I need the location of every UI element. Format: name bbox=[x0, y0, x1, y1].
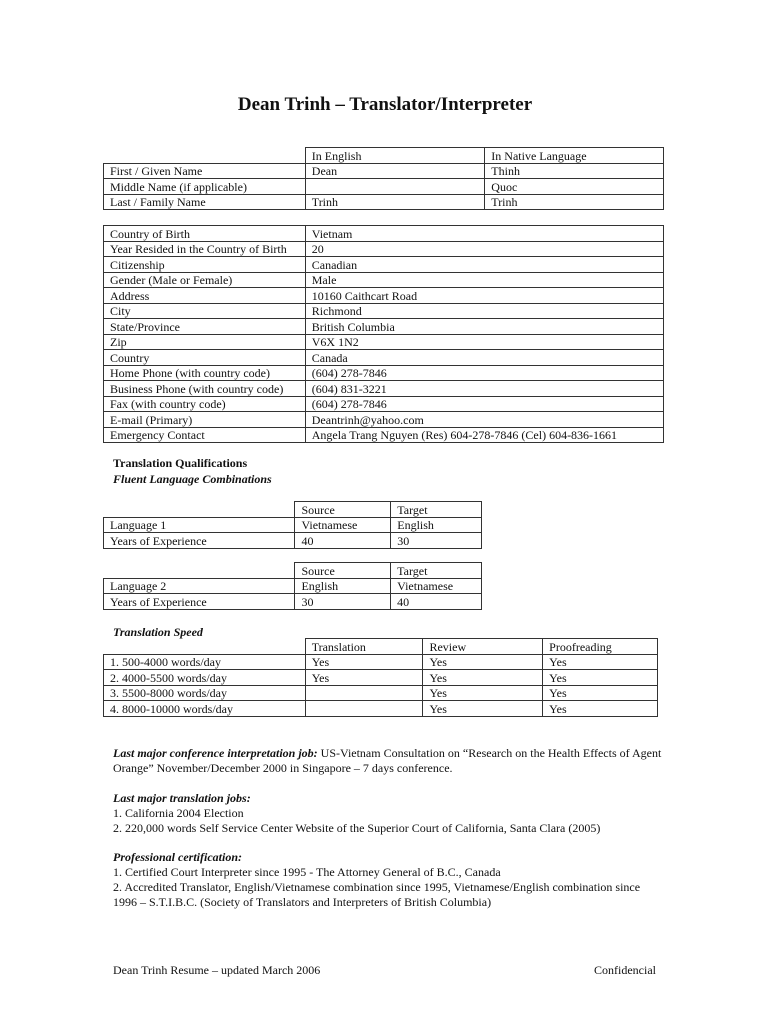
language-label: Language 2 bbox=[104, 578, 295, 594]
detail-label: Fax (with country code) bbox=[104, 396, 306, 412]
language-source: Vietnamese bbox=[295, 517, 391, 533]
name-label: First / Given Name bbox=[104, 163, 306, 179]
detail-value: V6X 1N2 bbox=[305, 334, 663, 350]
translation-jobs-section bbox=[113, 791, 663, 836]
speed-label: 1. 500-4000 words/day bbox=[104, 654, 306, 670]
name-english: Dean bbox=[305, 163, 485, 179]
detail-label: Zip bbox=[104, 334, 306, 350]
details-table bbox=[103, 225, 664, 443]
name-label: Last / Family Name bbox=[104, 194, 306, 210]
speed-translation bbox=[305, 685, 423, 701]
table-row bbox=[104, 303, 664, 319]
names-header-english: In English bbox=[305, 148, 485, 164]
speed-label: 4. 8000-10000 words/day bbox=[104, 701, 306, 717]
detail-label: Country bbox=[104, 350, 306, 366]
translation-speed-heading: Translation Speed bbox=[113, 625, 203, 639]
language-target: English bbox=[391, 517, 482, 533]
names-header-native: In Native Language bbox=[485, 148, 664, 164]
list-item: 2. Accredited Translator, English/Vietnamese combination since 1995, Vietnamese/English combination since 1996 – S.T.I.B.C. (Society of Translators and Interpreters of British Columbia) bbox=[113, 880, 641, 909]
detail-label: City bbox=[104, 303, 306, 319]
conference-text: US-Vietnam Consultation on “Research on the Health Effects of Agent Orange” November/December 2000 in Singapore – 7 days conference. bbox=[113, 746, 662, 775]
table-row bbox=[104, 257, 664, 273]
table-row bbox=[104, 226, 664, 242]
certification-section bbox=[113, 850, 663, 910]
detail-label: Business Phone (with country code) bbox=[104, 381, 306, 397]
detail-label: Emergency Contact bbox=[104, 427, 306, 443]
language-1-table bbox=[103, 501, 482, 549]
table-row bbox=[104, 594, 482, 610]
years-target: 40 bbox=[391, 594, 482, 610]
detail-value: Vietnam bbox=[305, 226, 663, 242]
years-source: 40 bbox=[295, 533, 391, 549]
years-target: 30 bbox=[391, 533, 482, 549]
speed-header-review: Review bbox=[423, 639, 543, 655]
table-row bbox=[104, 533, 482, 549]
detail-value: Canadian bbox=[305, 257, 663, 273]
speed-proofreading: Yes bbox=[543, 685, 658, 701]
table-row bbox=[104, 241, 664, 257]
table-row bbox=[104, 654, 658, 670]
list-item: 2. 220,000 words Self Service Center Website of the Superior Court of California, Santa Clara (2005) bbox=[113, 821, 601, 835]
speed-header-proofreading: Proofreading bbox=[543, 639, 658, 655]
table-row bbox=[104, 517, 482, 533]
table-row bbox=[104, 350, 664, 366]
detail-value: British Columbia bbox=[305, 319, 663, 335]
language-target: Vietnamese bbox=[391, 578, 482, 594]
footer-left: Dean Trinh Resume – updated March 2006 bbox=[113, 963, 321, 977]
speed-header-translation: Translation bbox=[305, 639, 423, 655]
speed-proofreading: Yes bbox=[543, 701, 658, 717]
target-header: Target bbox=[391, 502, 482, 518]
table-row bbox=[104, 381, 664, 397]
detail-value: 20 bbox=[305, 241, 663, 257]
table-row bbox=[104, 179, 664, 195]
page-title: Dean Trinh – Translator/Interpreter bbox=[237, 94, 533, 115]
speed-translation: Yes bbox=[305, 670, 423, 686]
speed-label: 2. 4000-5500 words/day bbox=[104, 670, 306, 686]
detail-value: (604) 831-3221 bbox=[305, 381, 663, 397]
name-native: Trinh bbox=[485, 194, 664, 210]
qualifications-heading: Translation Qualifications bbox=[113, 456, 248, 470]
language-2-table bbox=[103, 562, 482, 610]
target-header: Target bbox=[391, 563, 482, 579]
detail-label: State/Province bbox=[104, 319, 306, 335]
speed-review: Yes bbox=[423, 654, 543, 670]
speed-translation bbox=[305, 701, 423, 717]
speed-review: Yes bbox=[423, 685, 543, 701]
table-row bbox=[104, 427, 664, 443]
table-row bbox=[104, 578, 482, 594]
names-header-row bbox=[104, 148, 664, 164]
table-row bbox=[104, 334, 664, 350]
table-row bbox=[104, 194, 664, 210]
years-label: Years of Experience bbox=[104, 533, 295, 549]
speed-proofreading: Yes bbox=[543, 654, 658, 670]
speed-table bbox=[103, 638, 658, 717]
detail-value: Deantrinh@yahoo.com bbox=[305, 412, 663, 428]
certification-label: Professional certification: bbox=[113, 850, 242, 864]
language-source: English bbox=[295, 578, 391, 594]
speed-proofreading: Yes bbox=[543, 670, 658, 686]
speed-review: Yes bbox=[423, 701, 543, 717]
table-row bbox=[104, 412, 664, 428]
language-combinations-heading: Fluent Language Combinations bbox=[113, 472, 272, 486]
table-row bbox=[104, 670, 658, 686]
detail-label: Country of Birth bbox=[104, 226, 306, 242]
name-native: Thinh bbox=[485, 163, 664, 179]
list-item: 1. Certified Court Interpreter since 1995 - The Attorney General of B.C., Canada bbox=[113, 865, 501, 879]
table-row bbox=[104, 319, 664, 335]
detail-label: Gender (Male or Female) bbox=[104, 272, 306, 288]
table-row bbox=[104, 288, 664, 304]
language-label: Language 1 bbox=[104, 517, 295, 533]
table-row bbox=[104, 701, 658, 717]
name-native: Quoc bbox=[485, 179, 664, 195]
detail-value: Canada bbox=[305, 350, 663, 366]
detail-label: Citizenship bbox=[104, 257, 306, 273]
footer-right: Confidencial bbox=[594, 963, 656, 977]
years-source: 30 bbox=[295, 594, 391, 610]
table-row bbox=[104, 396, 664, 412]
table-row bbox=[104, 365, 664, 381]
table-row bbox=[104, 163, 664, 179]
translation-jobs-label: Last major translation jobs: bbox=[113, 791, 251, 805]
detail-label: Address bbox=[104, 288, 306, 304]
detail-value: 10160 Caithcart Road bbox=[305, 288, 663, 304]
name-english bbox=[305, 179, 485, 195]
detail-value: Angela Trang Nguyen (Res) 604-278-7846 (Cel) 604-836-1661 bbox=[305, 427, 663, 443]
conference-label: Last major conference interpretation job: bbox=[113, 746, 318, 760]
detail-label: Year Resided in the Country of Birth bbox=[104, 241, 306, 257]
source-header: Source bbox=[295, 563, 391, 579]
name-english: Trinh bbox=[305, 194, 485, 210]
source-header: Source bbox=[295, 502, 391, 518]
years-label: Years of Experience bbox=[104, 594, 295, 610]
speed-label: 3. 5500-8000 words/day bbox=[104, 685, 306, 701]
conference-paragraph bbox=[113, 746, 663, 776]
detail-label: Home Phone (with country code) bbox=[104, 365, 306, 381]
detail-value: (604) 278-7846 bbox=[305, 365, 663, 381]
name-label: Middle Name (if applicable) bbox=[104, 179, 306, 195]
table-row bbox=[104, 272, 664, 288]
names-table bbox=[103, 147, 664, 210]
detail-value: Male bbox=[305, 272, 663, 288]
list-item: 1. California 2004 Election bbox=[113, 806, 244, 820]
speed-translation: Yes bbox=[305, 654, 423, 670]
detail-label: E-mail (Primary) bbox=[104, 412, 306, 428]
detail-value: (604) 278-7846 bbox=[305, 396, 663, 412]
speed-review: Yes bbox=[423, 670, 543, 686]
detail-value: Richmond bbox=[305, 303, 663, 319]
table-row bbox=[104, 685, 658, 701]
